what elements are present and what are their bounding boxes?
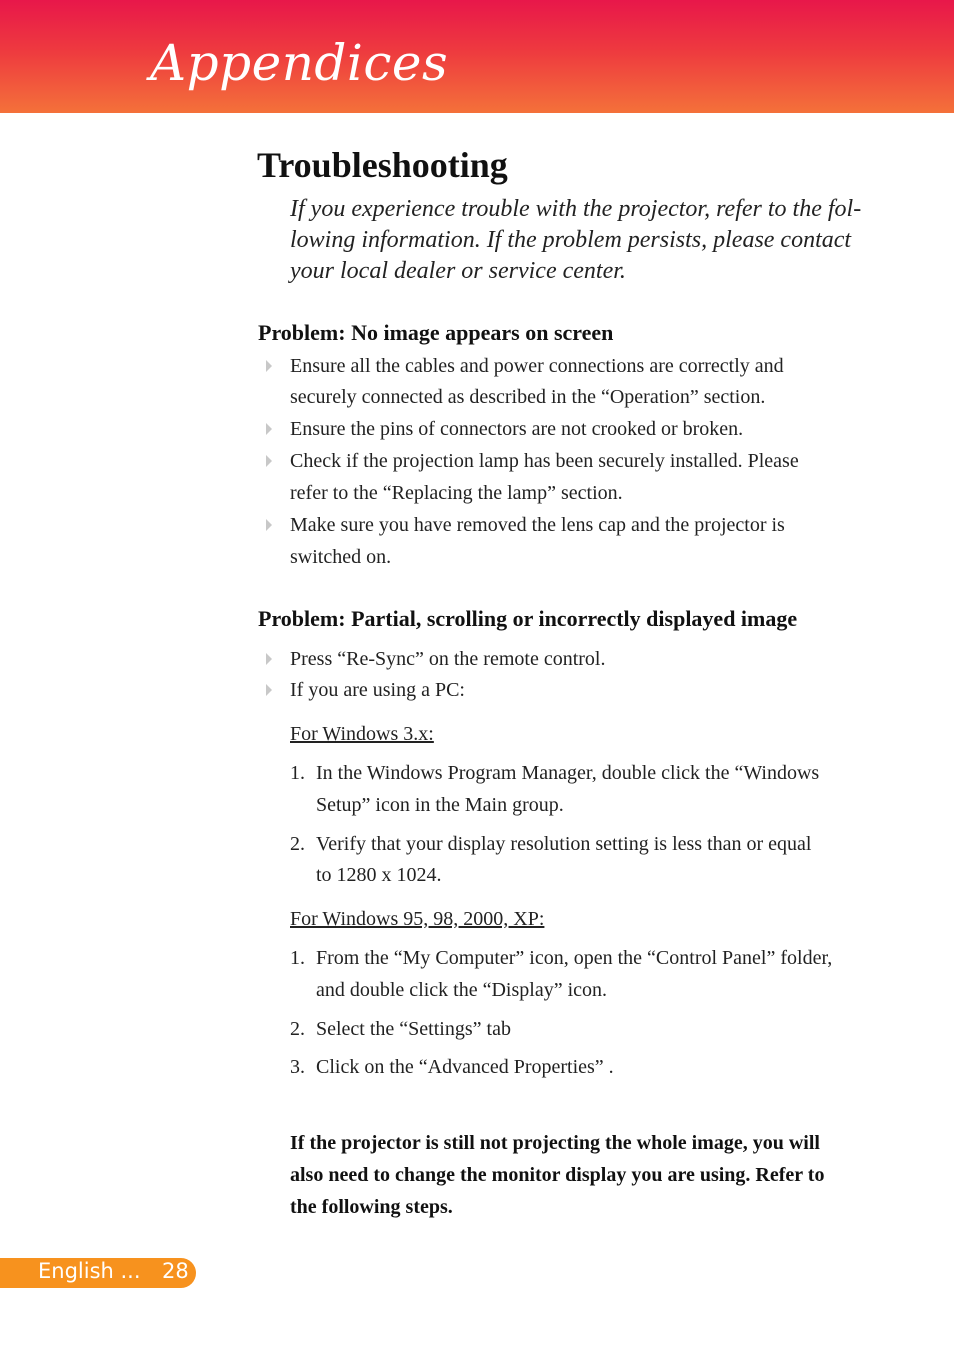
bullet-text: switched on.	[290, 546, 392, 568]
header-banner	[0, 0, 954, 113]
step-text: Verify that your display resolution setting is less than or equal	[316, 833, 812, 855]
bullet-arrow-icon	[266, 455, 272, 467]
bullet-text: If you are using a PC:	[290, 679, 465, 701]
bullet-text: Ensure the pins of connectors are not crooked or broken.	[290, 418, 744, 440]
note-line: also need to change the monitor display you are using. Refer to	[290, 1164, 825, 1186]
intro-line: your local dealer or service center.	[290, 258, 626, 284]
step-text: to 1280 x 1024.	[316, 864, 442, 886]
intro-line: If you experience trouble with the projector, refer to the fol-	[290, 196, 862, 222]
step-number: 3.	[290, 1056, 305, 1078]
intro-paragraph	[290, 194, 890, 287]
intro-line: lowing information. If the problem persists, please contact	[290, 227, 852, 253]
footer-language-label: English ...	[38, 1259, 141, 1283]
bullet-text: Check if the projection lamp has been securely installed. Please	[290, 450, 799, 472]
bullet-text: Press “Re-Sync” on the remote control.	[290, 648, 606, 670]
problem-heading-no-image: Problem: No image appears on screen	[258, 320, 614, 345]
page-number: 28	[162, 1259, 189, 1283]
note-line: the following steps.	[290, 1196, 453, 1218]
bullet-text: refer to the “Replacing the lamp” section.	[290, 482, 623, 504]
chapter-title: Appendices	[150, 34, 449, 92]
step-number: 2.	[290, 833, 305, 855]
bullet-text: Make sure you have removed the lens cap and the projector is	[290, 514, 785, 536]
subheading-windows-3x: For Windows 3.x:	[290, 723, 434, 745]
step-text: Select the “Settings” tab	[316, 1018, 511, 1040]
subheading-windows-95: For Windows 95, 98, 2000, XP:	[290, 908, 545, 930]
step-number: 2.	[290, 1018, 305, 1040]
bold-note	[290, 1127, 824, 1223]
step-number: 1.	[290, 762, 305, 784]
section-title: Troubleshooting	[257, 145, 508, 185]
bullet-arrow-icon	[266, 653, 272, 665]
step-text: In the Windows Program Manager, double click the “Windows	[316, 762, 820, 784]
step-text: Setup” icon in the Main group.	[316, 794, 564, 816]
bullet-text: Ensure all the cables and power connections are correctly and	[290, 355, 784, 377]
note-line: If the projector is still not projecting the whole image, you will	[290, 1132, 820, 1154]
step-text: Click on the “Advanced Properties” .	[316, 1056, 614, 1078]
bullet-arrow-icon	[266, 360, 272, 372]
step-number: 1.	[290, 947, 305, 969]
bullet-arrow-icon	[266, 519, 272, 531]
problem-heading-partial-image: Problem: Partial, scrolling or incorrectly displayed image	[258, 606, 798, 631]
bullet-arrow-icon	[266, 423, 272, 435]
step-text: From the “My Computer” icon, open the “Control Panel” folder,	[316, 947, 833, 969]
bullet-text: securely connected as described in the “Operation” section.	[290, 386, 766, 408]
step-text: and double click the “Display” icon.	[316, 979, 608, 1001]
bullet-arrow-icon	[266, 684, 272, 696]
